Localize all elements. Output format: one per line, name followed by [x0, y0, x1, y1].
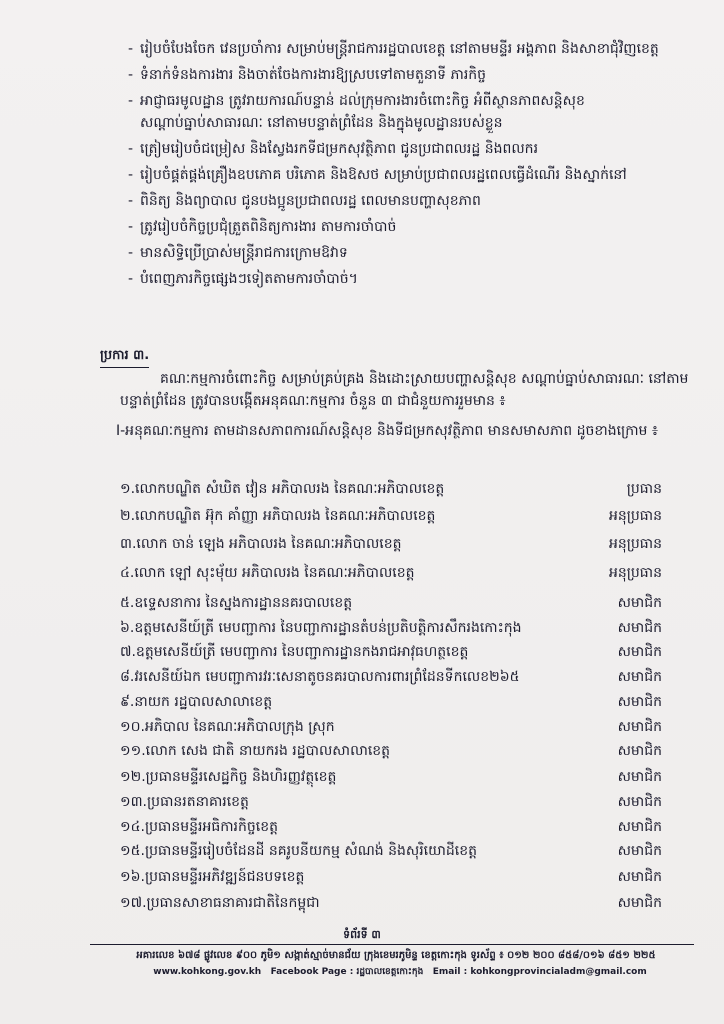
bullet-item: [128, 242, 688, 264]
member-row: [96, 666, 662, 688]
dash-mark: -: [128, 193, 134, 209]
member-name: ៤.លោក ឡៅ សុះម៉័យ អភិបាលរង នៃគណៈអភិបាលខេត្ត: [120, 564, 415, 581]
member-row: [96, 562, 662, 584]
member-role: ប្រធាន: [626, 480, 662, 497]
bullet-text: ត្រៀមរៀបចំជម្រៀស និងស្វែងរកទីជម្រកសុវត្ថិភាព ជូនប្រជាពលរដ្ឋ និងពលករ: [140, 141, 539, 157]
member-name: ៨.វរសេនីយ៍ឯក មេបញ្ជាការវរៈសេនាតូចនគរបាលការពារព្រំដែនទីកលេខ២៦៥: [120, 668, 520, 685]
member-name: ១.លោកបណ្ឌិត សំឃិត វៀន អភិបាលរង នៃគណៈអភិបាលខេត្ត: [120, 480, 445, 497]
member-row: [96, 617, 662, 639]
member-role: សមាជិក: [617, 693, 662, 710]
member-row: [96, 791, 662, 813]
member-row: [96, 892, 662, 914]
dash-mark: -: [128, 167, 134, 183]
article-heading: ប្រការ ៣.: [100, 347, 149, 368]
dash-mark: -: [128, 271, 134, 287]
bullet-item: [128, 190, 688, 212]
member-role: សមាជិក: [617, 818, 662, 835]
dash-mark: -: [128, 41, 134, 57]
duty-bullet-list: [128, 38, 688, 294]
article-paragraph: គណៈកម្មការចំពោះកិច្ច សម្រាប់គ្រប់គ្រង និងដោះស្រាយបញ្ហាសន្តិសុខ សណ្តាប់ធ្នាប់សាធារណៈ នៅតាមបន្ទាត់ព្រំដែន ត្រូវបានបង្កើតអនុគណៈកម្មការ ចំនួន ៣ ជាជំនួយការរួមមាន ៖: [120, 371, 689, 409]
member-name: ១៧.ប្រធានសាខាធនាគារជាតិនៃកម្ពុជា: [120, 894, 320, 911]
member-role: សមាជិក: [617, 842, 662, 859]
member-row: [96, 592, 662, 614]
dash-mark: -: [128, 93, 134, 109]
member-row: [96, 716, 662, 738]
bullet-item: [128, 216, 688, 238]
member-role: សមាជិក: [617, 868, 662, 885]
member-name: ១៥.ប្រធានមន្ទីររៀបចំដែនដី នគរូបនីយកម្ម សំណង់ និងសុរិយោដីខេត្ត: [120, 842, 477, 859]
dash-mark: -: [128, 141, 134, 157]
member-name: ១២.ប្រធានមន្ទីរសេដ្ឋកិច្ច និងហិរញ្ញវត្ថុខេត្ត: [120, 768, 337, 785]
bullet-text: ត្រូវរៀបចំកិច្ចប្រជុំត្រួតពិនិត្យការងារ តាមការចាំបាច់: [140, 219, 397, 235]
subcommittee-heading: I-អនុគណៈកម្មការ តាមដានសភាពការណ៍សន្តិសុខ និងទីជម្រកសុវត្ថិភាព មានសមាសភាព ដូចខាងក្រោម ៖: [116, 423, 659, 439]
member-name: ១៦.ប្រធានមន្ទីរអភិវឌ្ឍន៍ជនបទខេត្ត: [120, 868, 305, 885]
member-name: ១០.អភិបាល នៃគណៈអភិបាលក្រុង ស្រុក: [120, 718, 335, 735]
member-role: សមាជិក: [617, 742, 662, 759]
member-name: ៩.នាយក រដ្ឋបាលសាលាខេត្ត: [120, 693, 273, 710]
footer-address: អគារលេខ ៦៧៨ ផ្លូវលេខ ៩០០ ភូមិ១ សង្កាត់ស្មាច់មានជ័យ ក្រុងខេមរភូមិន្ទ ខេត្តកោះកុង ទូរស័ព្ទ ៖ ០១២ ២០០ ៨៥៨/០១៦ ៨៥១ ២២៥: [136, 950, 656, 961]
footer-divider: [90, 944, 694, 945]
member-row: [96, 533, 662, 555]
member-name: ៧.ឧត្តមសេនីយ៍ត្រី មេបញ្ជាការ នៃបញ្ជាការដ្ឋានកងរាជអាវុធហត្ថខេត្ត: [120, 643, 469, 660]
facebook-label: Facebook Page :: [270, 967, 354, 977]
member-role: សមាជិក: [617, 668, 662, 685]
member-row: [96, 505, 662, 527]
member-row: [96, 478, 662, 500]
member-row: [96, 866, 662, 888]
member-role: សមាជិក: [617, 894, 662, 911]
member-row: [96, 740, 662, 762]
bullet-text: រៀបចំបែងចែក វេនប្រចាំការ សម្រាប់មន្ត្រីរាជការរដ្ឋបាលខេត្ត នៅតាមមន្ទីរ អង្គភាព និងសាខាជុំវិញខេត្ត: [140, 41, 659, 57]
member-role: សមាជិក: [617, 768, 662, 785]
member-role: សមាជិក: [617, 594, 662, 611]
member-row: [96, 641, 662, 663]
email-link[interactable]: kohkongprovincialadm@gmail.com: [470, 967, 647, 977]
bullet-text: ពិនិត្យ និងព្យាបាល ជូនបងប្អូនប្រជាពលរដ្ឋ ពេលមានបញ្ហាសុខភាព: [140, 193, 481, 209]
dash-mark: -: [128, 67, 134, 83]
member-name: ១១.លោក សេង ជាតិ នាយករង រដ្ឋបាលសាលាខេត្ត: [120, 742, 391, 759]
member-name: ៦.ឧត្តមសេនីយ៍ត្រី មេបញ្ជាការ នៃបញ្ជាការដ្ឋានតំបន់ប្រតិបត្តិការសឹករងកោះកុង: [120, 619, 522, 636]
member-name: ១៤.ប្រធានមន្ទីរអធិការកិច្ចខេត្ត: [120, 818, 278, 835]
member-name: ៥.ឧទ្ទេសនាការ នៃស្នងការដ្ឋាននគរបាលខេត្ត: [120, 594, 353, 611]
member-role: អនុប្រធាន: [608, 535, 662, 552]
bullet-item: [128, 138, 688, 160]
bullet-item: [128, 64, 688, 86]
bullet-item: [128, 268, 688, 290]
email-label: Email :: [432, 967, 468, 977]
bullet-text: បំពេញភារកិច្ចផ្សេងៗទៀតតាមការចាំបាច់។: [140, 271, 358, 287]
member-row: [96, 816, 662, 838]
bullet-item: [128, 38, 688, 60]
member-role: សមាជិក: [617, 619, 662, 636]
member-name: ២.លោកបណ្ឌិត អ៊ុក គាំញ្ញា អភិបាលរង នៃគណៈអភិបាលខេត្ត: [120, 507, 436, 524]
member-role: អនុប្រធាន: [608, 507, 662, 524]
footer-contact: [110, 966, 690, 979]
member-row: [96, 691, 662, 713]
member-role: អនុប្រធាន: [608, 564, 662, 581]
bullet-text: អាជ្ញាធរមូលដ្ឋាន ត្រូវរាយការណ៍បន្ទាន់ ដល់ក្រុមការងារចំពោះកិច្ច អំពីស្ថានភាពសន្តិសុខ សណ្តាប់ធ្នាប់សាធារណៈ នៅតាមបន្ទាត់ព្រំដែន និងក្នុងមូលដ្ឋានរបស់ខ្លួន: [140, 93, 585, 131]
facebook-page-link[interactable]: រដ្ឋបាលខេត្តកោះកុង: [356, 967, 424, 977]
bullet-item: [128, 164, 688, 186]
bullet-item: [128, 90, 688, 134]
page-number: ទំព័រទី ៣: [343, 928, 381, 941]
bullet-text: រៀបចំផ្គត់ផ្គង់គ្រឿងឧបភោគ បរិភោគ និងឱសថ សម្រាប់ប្រជាពលរដ្ឋពេលធ្វើដំណើរ និងស្នាក់នៅ: [140, 167, 627, 183]
dash-mark: -: [128, 219, 134, 235]
member-row: [96, 840, 662, 862]
member-role: សមាជិក: [617, 718, 662, 735]
bullet-text: មានសិទ្ធិប្រើប្រាស់មន្ត្រីរាជការក្រោមឱវាទ: [140, 245, 348, 261]
member-role: សមាជិក: [617, 793, 662, 810]
member-name: ៣.លោក ចាន់ ឡេង អភិបាលរង នៃគណៈអភិបាលខេត្ត: [120, 535, 402, 552]
member-role: សមាជិក: [617, 643, 662, 660]
dash-mark: -: [128, 245, 134, 261]
member-name: ១៣.ប្រធានរតនាគារខេត្ត: [120, 793, 249, 810]
bullet-text: ទំនាក់ទំនងការងារ និងចាត់ចែងការងារឱ្យស្របទៅតាមតួនាទី ភារកិច្ច: [140, 67, 487, 83]
website-link[interactable]: www.kohkong.gov.kh: [153, 967, 262, 977]
member-row: [96, 766, 662, 788]
